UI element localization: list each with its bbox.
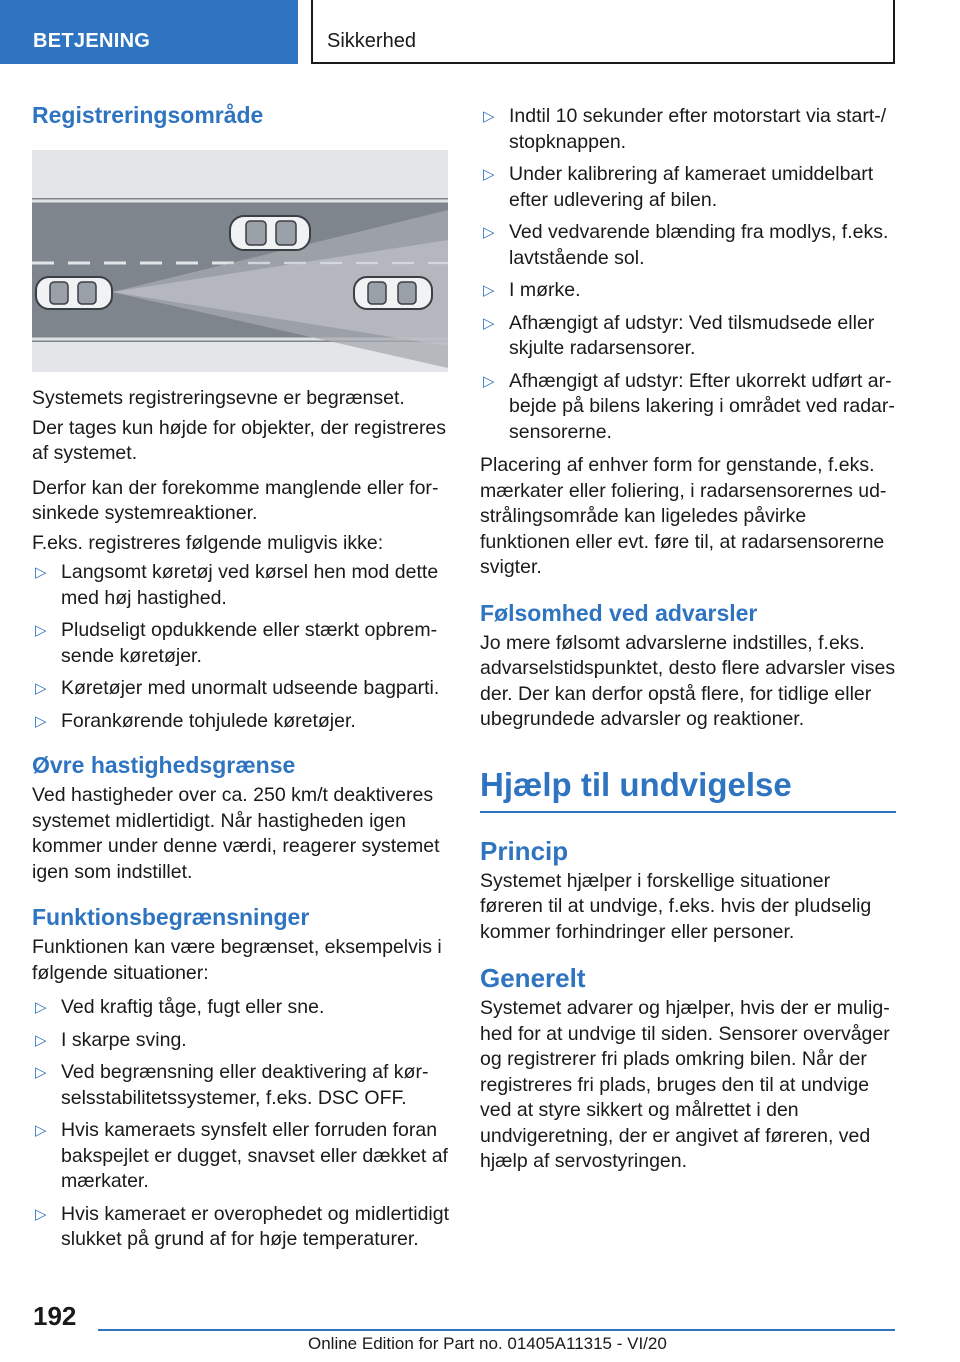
section-title: Sikkerhed [327, 30, 416, 52]
not-detected-list [32, 560, 450, 734]
page-number: 192 [33, 1301, 77, 1331]
paragraph: Funktionen kan være begrænset, eksempelvis i følgende situationer: [32, 936, 442, 984]
own-car [36, 277, 112, 309]
detection-area-illustration [32, 150, 448, 372]
triangle-bullet-icon: ▷ [35, 1122, 47, 1139]
list-item: ▷ Køretøjer med unormalt udseende bagparti. [32, 676, 450, 702]
footer-rule [98, 1329, 895, 1331]
limitations-list-continued [480, 104, 896, 445]
paragraph: Ved hastigheder over ca. 250 km/t deaktiveres systemet midlertidigt. Når hastigheden igen kommer under denne værdi, reagerer systemet igen som indstillet. [32, 784, 440, 883]
triangle-bullet-icon: ▷ [35, 564, 47, 581]
triangle-bullet-icon: ▷ [35, 999, 47, 1016]
right-column [480, 104, 896, 1184]
triangle-bullet-icon: ▷ [483, 314, 495, 332]
heading-generelt: Generelt [480, 963, 586, 993]
heading-princip: Princip [480, 835, 569, 866]
triangle-bullet-icon: ▷ [35, 712, 47, 730]
list-item: ▷ Langsomt køretøj ved kørsel hen mod dette med høj hastighed. [35, 561, 439, 609]
heading-registreringsomraade: Registreringsområde [32, 102, 264, 128]
heading-foelsomhed-ved-advarsler: Følsomhed ved advarsler [480, 599, 758, 626]
list-item: ▷ Hvis kameraets synsfelt eller forruden foran bakspejlet er dugget, snavset eller dækket af mærkater. [35, 1119, 448, 1192]
list-item: ▷ Ved begrænsning eller deaktivering af kørselsstabilitetssystemer, f.eks. DSC OFF. [35, 1061, 429, 1109]
triangle-bullet-icon: ▷ [483, 224, 495, 241]
car-ahead-left-lane [230, 216, 310, 250]
paragraph: Systemets registreringsevne er begrænset. [32, 387, 405, 409]
left-column [32, 100, 450, 1261]
list-item: ▷ Ved vedvarende blænding fra modlys, f.eks. lavtstående sol. [483, 221, 889, 269]
list-item: ▷ Pludseligt opdukkende eller stærkt opbremsende køretøjer. [35, 619, 438, 667]
paragraph: Der tages kun højde for objekter, der registreres af systemet. [32, 416, 447, 464]
triangle-bullet-icon: ▷ [483, 166, 495, 183]
list-item: ▷ Hvis kameraet er overophedet og midlertidigt slukket på grund af for høje temperaturer. [35, 1202, 450, 1250]
paragraph: Placering af enhver form for genstande, f.eks. mærkater eller foliering, i radarsensorernes udstrålingsområde kan ligeledes påvirke funktionen eller evt. føre til, at radarsensorerne svigter. [480, 454, 887, 578]
list-item: ▷ Ved kraftig tåge, fugt eller sne. [32, 995, 450, 1021]
car-ahead-same-lane [354, 277, 432, 309]
triangle-bullet-icon: ▷ [35, 622, 47, 639]
list-item: ▷ Afhængigt af udstyr: Efter ukorrekt udført arbejde på bilens lakering i området ved radarsensorerne. [483, 369, 895, 443]
heading-funktionsbegraensninger: Funktionsbegrænsninger [32, 904, 310, 930]
limitations-list [32, 995, 450, 1253]
paragraph: Systemet hjælper i forskellige situationer føreren til at undvige, f.eks. hvis der pludselig kommer forhindringer eller personer. [480, 869, 872, 943]
paragraph: F.eks. registreres følgende muligvis ikke: [32, 531, 384, 554]
triangle-bullet-icon: ▷ [483, 372, 495, 390]
triangle-bullet-icon: ▷ [35, 1031, 47, 1049]
triangle-bullet-icon: ▷ [35, 1205, 47, 1223]
heading-oevre-hastighedsgraense: Øvre hastighedsgrænse [32, 752, 296, 778]
list-item: ▷ Forankørende tohjulede køretøjer. [32, 709, 450, 735]
section-box [311, 0, 895, 64]
footer-edition: Online Edition for Part no. 01405A11315 - VI/20 [308, 1334, 667, 1353]
triangle-bullet-icon: ▷ [483, 108, 495, 125]
paragraph: Derfor kan der forekomme manglende eller forsinkede systemreaktioner. [32, 476, 439, 524]
heading-hjaelp-til-undvigelse: Hjælp til undvigelse [480, 763, 896, 813]
road-cars-diagram [32, 150, 448, 372]
triangle-bullet-icon: ▷ [35, 680, 47, 697]
list-item: ▷ Indtil 10 sekunder efter motorstart via start-/ stopknappen. [483, 105, 887, 153]
paragraph: Jo mere følsomt advarslerne indstilles, f.eks. advarselstidspunktet, desto flere advarsler vises der. Der kan derfor opstå flere, for tidlige eller ubegrundede advarsler og reaktioner. [480, 631, 896, 730]
list-item: ▷ Afhængigt af udstyr: Ved tilsmudsede eller skjulte radarsensorer. [483, 311, 875, 359]
triangle-bullet-icon: ▷ [483, 282, 495, 299]
chapter-title: BETJENING [33, 30, 151, 52]
list-item: ▷ Under kalibrering af kameraet umiddelbart efter udlevering af bilen. [483, 163, 874, 211]
list-item: ▷ I mørke. [480, 278, 896, 304]
list-item: ▷ I skarpe sving. [32, 1028, 450, 1054]
chapter-tab [0, 0, 298, 64]
triangle-bullet-icon: ▷ [35, 1064, 47, 1081]
paragraph: Systemet advarer og hjælper, hvis der er mulighed for at undvige til siden. Sensorer overvåger og registrerer fri plads omkring bilen. Når der registreres fri plads, bruges den til at undvige ved at styre sikkert og målrettet i den undvigeretning, der er angivet af føreren, ved hjælp af servostyringen. [480, 997, 890, 1172]
